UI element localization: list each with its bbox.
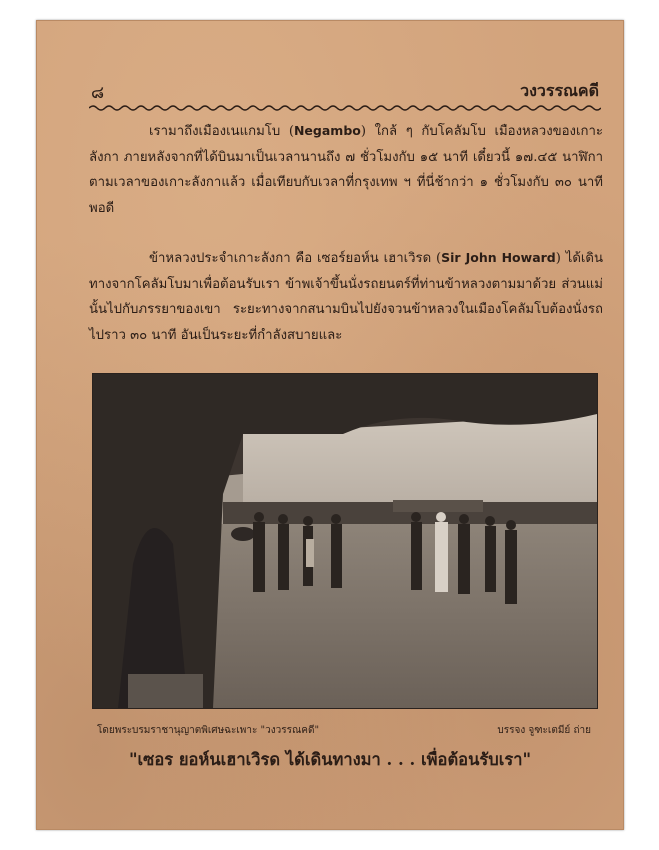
photo-credit-photographer: บรรจง จูฑะเตมีย์ ถ่าย — [497, 725, 591, 736]
paragraph-arrival-text-b: ) ใกล้ ๆ กับโคลัมโบ เมืองหลวงของเกาะลังกา ภายหลังจากที่ได้บินมาเป็นเวลานานถึง ๗ ชั่วโมงกับ ๑๕ นาที เดี๋ยวนี้ ๑๗.๔๕ นาฬิกาตามเวลาของเกาะลังกาแล้ว เมื่อเทียบกับเวลาที่กรุงเทพ ฯ ที่นี่ช้ากว่า ๑ ชั่วโมงกับ ๓๐ นาที พอดี — [89, 124, 603, 216]
paragraph-governor — [89, 245, 603, 348]
photo-caption: "เซอร ยอห์นเฮาเวิรด ได้เดินทางมา . . . เพื่อต้อนรับเรา" — [128, 750, 532, 769]
paragraph-governor-text-b: ) ได้เดินทางจากโคลัมโบมาเพื่อต้อนรับเรา ข้าพเจ้าขึ้นนั่งรถยนตร์ที่ท่านข้าหลวงตามมาด้วย ส่วนแม่นั้นไปกับภรรยาของเขา ระยะทางจากสนามบินไปยังจวนข้าหลวงในเมืองโคลัมโบต้องนั่งรถไปราว ๓๐ นาที อันเป็นระยะที่กำลังสบายและ — [89, 251, 604, 343]
page-number: ๘ — [91, 83, 105, 103]
paragraph-governor-text-a: ข้าหลวงประจำเกาะลังกา คือ เซอร์ยอห์น เฮาเวิรด ( — [149, 251, 442, 266]
magazine-page — [36, 20, 624, 830]
wavy-rule — [89, 103, 601, 113]
airfield-photograph — [92, 373, 598, 709]
place-name-negambo: Negambo — [293, 123, 361, 138]
running-title: วงวรรณคดี — [520, 81, 599, 100]
photo-credit-permission: โดยพระบรมราชานุญาตพิเศษฉะเพาะ "วงวรรณคดี" — [97, 725, 320, 736]
person-name-sir-john-howard: Sir John Howard — [441, 250, 556, 265]
paragraph-arrival — [89, 118, 603, 221]
paragraph-arrival-text-a: เรามาถึงเมืองเนแกมโบ ( — [149, 124, 294, 139]
